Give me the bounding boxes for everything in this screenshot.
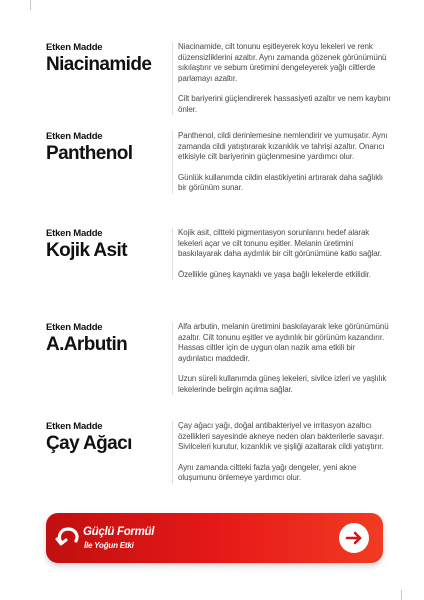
ingredient-name: Panthenol — [46, 143, 133, 164]
ingredient-label: Etken Madde — [46, 322, 103, 333]
ingredient-label: Etken Madde — [46, 228, 103, 239]
ingredient-description: Alfa arbutin, melanin üretimini baskılayarak leke görünümünü azaltır. Cilt tonunu eşitler ve aydınlık bir görünüm kazandırır. Hassas ciltler için de uygun olan nazik ama etkili bir aydınlatıcı maddedir. — [178, 322, 389, 363]
corner-mark-bottom — [401, 590, 402, 600]
ingredient-section-panthenol — [46, 131, 392, 194]
ingredient-description: Niacinamide, cilt tonunu eşitleyerek koyu lekeleri ve renk düzensizliklerini azaltır. Aynı zamanda gözenek görünümünü sıkılaştırır ve sebum üretimini dengeleyerek yağlı ciltlerde parlamayı azaltır. — [178, 42, 387, 83]
ingredient-name: Kojik Asit — [46, 240, 127, 261]
arrow-button[interactable] — [339, 523, 369, 553]
ingredient-label: Etken Madde — [46, 421, 103, 432]
ingredient-description: Panthenol, cildi derinlemesine nemlendirir ve yumuşatır. Aynı zamanda cildi yatıştırarak kızarıklık ve tahrişi azaltır. Onarıcı etkisiyle cilt bariyerinin güçlenmesine yardımcı olur. — [178, 131, 388, 161]
ingredient-label: Etken Madde — [46, 42, 103, 53]
ingredient-description: Günlük kullanımda cildin elastikiyetini artırarak daha sağlıklı bir görünüm sunar. — [178, 172, 383, 192]
ingredient-section-arbutin — [46, 322, 392, 395]
cta-banner[interactable] — [46, 513, 383, 563]
ingredient-section-niacinamide — [46, 42, 392, 115]
swirl-arrow-icon — [55, 525, 81, 551]
ingredient-name: Niacinamide — [46, 54, 152, 75]
cta-subtitle: İle Yoğun Etki — [84, 541, 134, 550]
ingredient-name: Çay Ağacı — [46, 433, 132, 454]
cta-title: Güçlü Formül — [83, 526, 155, 538]
ingredient-description: Cilt bariyerini güçlendirerek hassasiyeti azaltır ve nem kaybını önler. — [178, 94, 391, 114]
ingredient-label: Etken Madde — [46, 131, 103, 142]
ingredient-description: Uzun süreli kullanımda güneş lekeleri, sivilce izleri ve yaşlılık lekelerinde belirgin açılma sağlar. — [178, 374, 387, 394]
ingredient-section-kojik-asit — [46, 228, 392, 280]
arrow-right-icon — [345, 529, 363, 547]
ingredient-description: Kojik asit, ciltteki pigmentasyon sorunlarını hedef alarak lekeleri açar ve cilt tonunu eşitler. Melanin üretimini baskılayarak daha aydınlık bir cilt görünümüne katkı sağlar. — [178, 228, 382, 258]
ingredient-name: A.Arbutin — [46, 334, 128, 355]
ingredient-description: Aynı zamanda ciltteki fazla yağı dengeler, yeni akne oluşumunu önlemeye yardımcı olur. — [178, 462, 357, 482]
ingredient-description: Çay ağacı yağı, doğal antibakteriyel ve irritasyon azaltıcı özellikleri sayesinde akneye neden olan bakterilerle savaşır. Sivilceleri kurutur, kızarıklık ve şişliği azaltarak cildi yatıştırır. — [178, 421, 385, 451]
ingredient-description: Özellikle güneş kaynaklı ve yaşa bağlı lekelerde etkilidir. — [178, 269, 371, 279]
corner-mark-top — [30, 0, 31, 10]
ingredient-section-cay-agaci — [46, 421, 392, 484]
